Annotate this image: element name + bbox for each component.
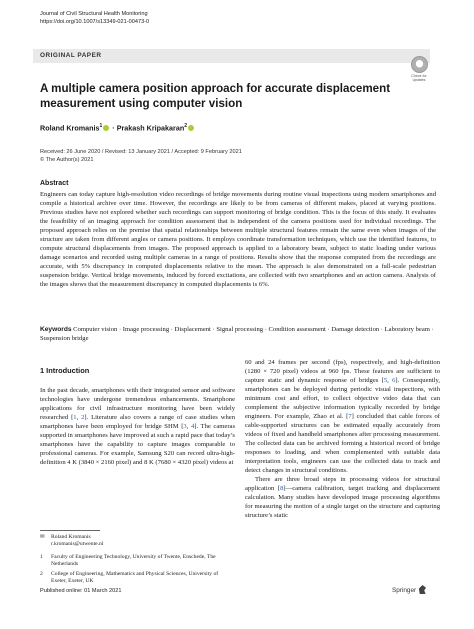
paper-title: A multiple camera position approach for accurate displacement measurement using computer vision xyxy=(40,82,391,110)
author-name[interactable]: Roland Kromanis xyxy=(40,123,100,133)
body-text: ]. The cameras supported in smartphones have improved at such a rapid pace that today’s smartphones have the capability to capture images comparable to professional cameras. For example, Samsung S20 can record ultra-high-definition 4 K (3840 × 2160 pixel) and 8 K (7680 × 4320 pixel) videos at xyxy=(40,423,236,466)
affiliation-number: 2 xyxy=(40,571,43,577)
affiliation-number: 1 xyxy=(40,554,43,560)
body-text: ]. Consequently, smartphones can be deployed during periodic visual inspections, with minimum cost and effort, to collect objective video data that can complement the subjective information typically recorded by bridge engineers. For example, Zhao et al. [ xyxy=(245,377,440,420)
body-text: In the past decade, smartphones with their integrated sensor and software technologies have undergone tremendous enhancements. Smartphone applications for civil infrastructure monitoring have been widely researched [ xyxy=(40,387,235,421)
check-for-updates-badge[interactable] xyxy=(407,56,431,82)
springer-horse-icon xyxy=(418,585,427,594)
body-text: There are three broad steps in processing videos for structural application [ xyxy=(245,476,440,492)
history-dates: Received: 26 June 2020 / Revised: 13 January 2021 / Accepted: 9 February 2021 xyxy=(40,149,242,155)
article-dates xyxy=(40,149,242,164)
author-list xyxy=(40,123,195,132)
doi-link[interactable]: https://doi.org/10.1007/s13349-021-00473-0 xyxy=(40,19,150,25)
journal-name: Journal of Civil Structural Health Monitoring xyxy=(40,11,148,17)
abstract-heading: Abstract xyxy=(40,180,69,187)
body-column-right xyxy=(245,358,440,520)
crossmark-icon xyxy=(411,56,428,73)
article-type-label: ORIGINAL PAPER xyxy=(40,52,102,59)
citation-link[interactable]: 4 xyxy=(190,423,195,430)
publisher-logo xyxy=(392,585,427,594)
corresponding-author-note xyxy=(40,534,235,549)
citation-separator: , xyxy=(387,377,393,384)
keywords-list: Computer vision · Image processing · Displacement · Signal processing · Condition assessment · Damage detection · Laboratory beam · Suspension bridge xyxy=(40,326,434,342)
crossmark-line2: updates xyxy=(412,78,426,83)
corresponding-author-email[interactable]: r.kromanis@utwente.nl xyxy=(51,541,104,548)
body-text: ]. Literature also covers a range of case studies when smartphones have been employed for bridge SHM [ xyxy=(40,414,235,430)
citation-link[interactable]: 7 xyxy=(348,413,352,420)
author-name[interactable]: Prakash Kripakaran xyxy=(116,123,185,133)
springer-name: Springer xyxy=(392,587,417,594)
citation-link[interactable]: 5 xyxy=(383,377,388,384)
citation-link[interactable]: 1 xyxy=(73,414,77,421)
citation-link[interactable]: 6 xyxy=(392,377,396,384)
body-text: ] concluded that cable forces of cable-supported structures can be estimated equally accurately from videos of fixed and handheld smartphones after processing measurement. The collected data can be archived forming a historical record of bridge responses to loading, and when complemented with suitable data interpretation tools, engineers can use the collected data to track and detect changes in structural conditions. xyxy=(245,413,440,474)
orcid-icon[interactable] xyxy=(103,125,109,131)
crossmark-text xyxy=(407,74,431,82)
section-heading-introduction: 1 Introduction xyxy=(40,366,90,375)
affiliation-1 xyxy=(40,554,235,569)
body-text: 60 and 24 frames per second (fps), respectively, and high-definition (1280 × 720 pixel) videos at 960 fps. These features are sufficient to capture static and dynamic response of bridges [ xyxy=(245,359,440,384)
orcid-icon[interactable] xyxy=(188,125,194,131)
corresponding-author-name: Roland Kromanis xyxy=(51,534,91,540)
body-column-left xyxy=(40,386,235,467)
keywords xyxy=(40,325,436,343)
author-affiliation-mark: 2 xyxy=(184,123,187,129)
envelope-icon: ✉ xyxy=(40,534,45,540)
affiliation-text: Faculty of Engineering Technology, University of Twente, Enschede, The Netherlands xyxy=(51,554,216,568)
author-affiliation-mark: 1 xyxy=(99,123,103,129)
abstract-text: Engineers can today capture high-resolution video recordings of bridge movements during routine visual inspections using modern smartphones and compile a historical archive over time. However, the recordings are likely to be from cameras of different makes, placed at varying positions. Previous studies have not explored whether such recordings can support monitoring of bridge condition. This is the focus of this study. It evaluates the feasibility of an imaging approach for condition assessment that is independent of the camera positions used for individual recordings. The proposed approach relies on the premise that spatial relationships between multiple structural features remain the same even when images of the structure are taken from different angles or camera positions. It employs coordinate transformation techniques, which use the identified features, to compute structural displacements from images. The proposed approach is applied to a laboratory beam, subject to static loading under various damage scenarios and recorded using multiple cameras in a range of positions. Results show that the response computed from the recordings are accurate, with 5% discrepancy in computed displacements relative to the mean. The approach is also demonstrated on a full-scale pedestrian suspension bridge. Vertical bridge movements, induced by forced excitations, are collected with two smartphones and an action camera. Analysis of the images shows that the measurement discrepancy in computed displacements is 6%. xyxy=(40,191,436,288)
affiliation-2 xyxy=(40,571,235,586)
author-separator: · xyxy=(110,123,117,133)
keywords-label: Keywords xyxy=(40,326,72,333)
article-type-banner xyxy=(33,49,430,63)
paragraph xyxy=(245,475,440,520)
copyright: © The Author(s) 2021 xyxy=(40,156,94,163)
affiliation-text: College of Engineering, Mathematics and Physical Sciences, University of Exeter, Exeter, UK xyxy=(51,571,219,585)
citation-separator: , xyxy=(186,423,191,430)
citation-link[interactable]: 2 xyxy=(81,414,85,421)
citation-separator: , xyxy=(76,414,82,421)
journal-header xyxy=(40,10,149,26)
crossmark-line1: Check for xyxy=(411,74,427,78)
body-text: ]—camera calibration, target tracking and displacement calculation. Many studies have developed image processing algorithms for measuring the motion of a single target on the structure and capturing structure’s static xyxy=(245,485,440,519)
citation-link[interactable]: 3 xyxy=(183,423,187,430)
published-online-date: Published online: 01 March 2021 xyxy=(40,588,122,594)
citation-link[interactable]: 8 xyxy=(280,485,284,492)
footnote-divider xyxy=(40,530,100,531)
